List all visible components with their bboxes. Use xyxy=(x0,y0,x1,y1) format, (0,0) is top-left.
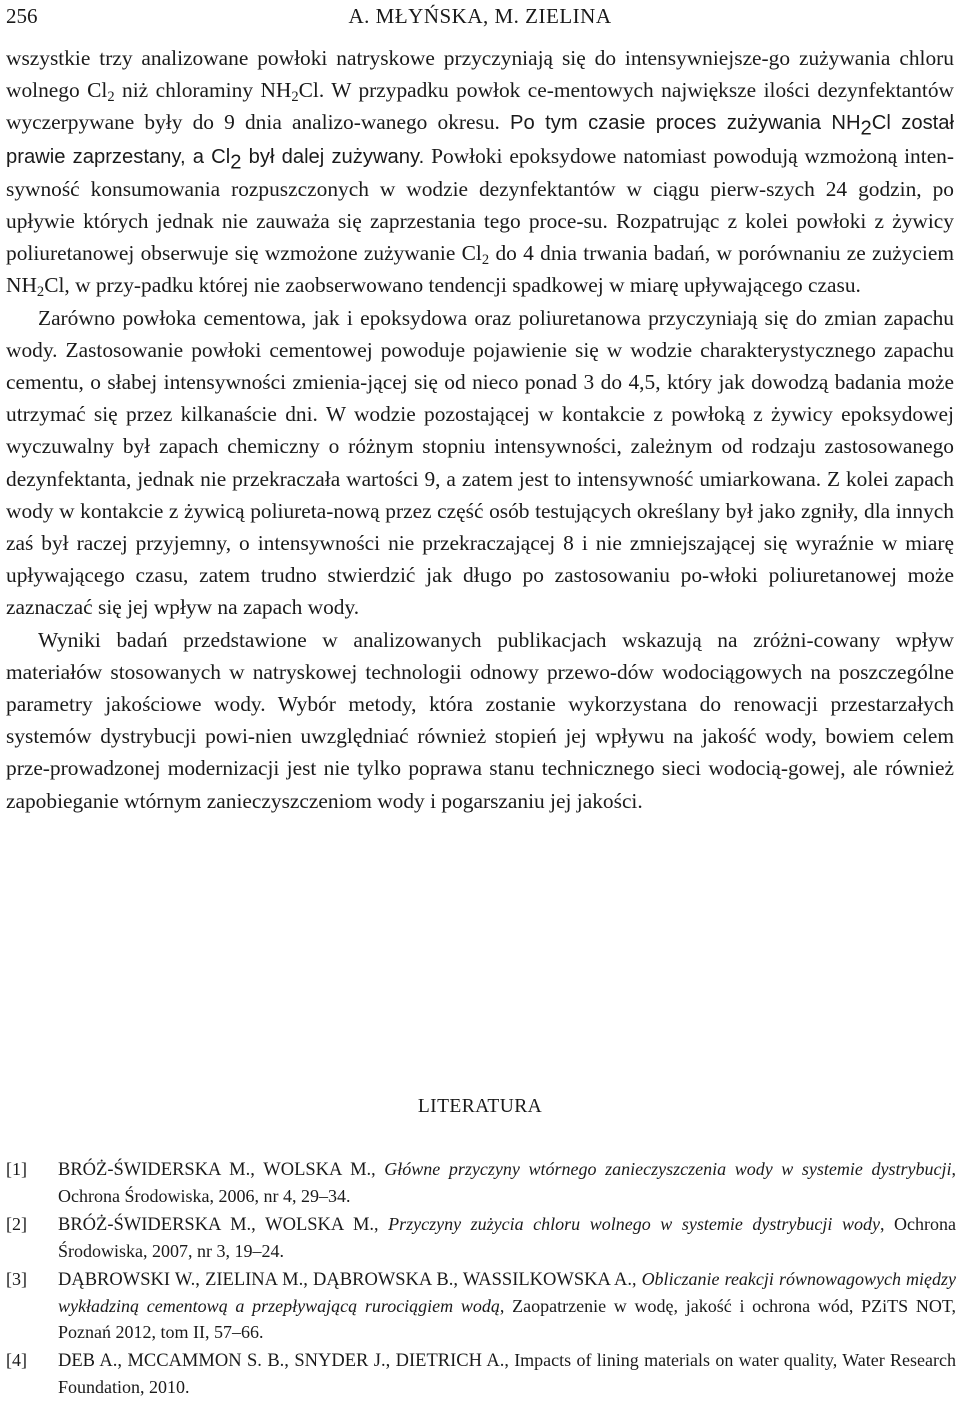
reference-item xyxy=(6,1211,956,1264)
text-run: Wyniki badań przedstawione w analizowanych publikacjach wskazują na zróżni-cowany wpływ materiałów stosowanych w natryskowej technologii odnowy przewo-dów wodociągowych na poszczególne parametry jakościowe wody. Wybór metody, która zostanie wykorzystana do renowacji przestarzałych systemów dystrybucji powi-nien uwzględniać również stopień jej wpływu na jakość wody, bowiem celem prze-prowadzonej modernizacji jest nie tylko poprawa stanu technicznego sieci wodocią-gowej, ale również zapobieganie wtórnym zanieczyszczeniom wody i pogarszaniu jej jakości. xyxy=(6,627,954,813)
reference-separator: , xyxy=(374,1214,389,1234)
text-run: Cl został prawie zaprzestany, a Cl xyxy=(6,112,954,168)
reference-number: [3] xyxy=(6,1269,27,1289)
reference-number: [4] xyxy=(6,1350,27,1370)
reference-item xyxy=(6,1156,956,1209)
running-head: A. MŁYŃSKA, M. ZIELINA xyxy=(348,4,612,28)
reference-authors: DĄBROWSKI W., ZIELINA M., DĄBROWSKA B., WASSILKOWSKA A. xyxy=(58,1270,632,1290)
reference-title: Przyczyny zużycia chloru wolnego w systemie dystrybucji wody xyxy=(388,1214,880,1234)
reference-separator: , xyxy=(504,1350,515,1370)
reference-source: , Ochrona Środowiska, 2007, nr 3, 19–24. xyxy=(58,1214,956,1261)
body-paragraph xyxy=(6,42,954,302)
page-number: 256 xyxy=(6,4,38,28)
reference-source: Impacts of lining materials on water quality, Water Research Foundation, 2010. xyxy=(58,1350,957,1397)
literature-heading: LITERATURA xyxy=(417,1096,543,1117)
reference-list xyxy=(6,1156,956,1402)
subscript: 2 xyxy=(860,118,872,141)
reference-authors: BRÓŻ-ŚWIDERSKA M., WOLSKA M. xyxy=(58,1215,375,1235)
body-text xyxy=(6,42,954,817)
reference-number: [2] xyxy=(6,1214,27,1234)
reference-title: Obliczanie reakcji równowagowych między wykładziną cementową a przepływającą rurociągiem wodą xyxy=(58,1269,957,1316)
text-run: Cl. W przypadku powłok ce-mentowych największe ilości dezynfektantów wyczerpywane były do 9 dnia analizo-wanego okresu. xyxy=(6,78,954,135)
reference-source: , Ochrona Środowiska, 2006, nr 4, 29–34. xyxy=(58,1159,957,1206)
subscript: 2 xyxy=(481,252,490,269)
reference-title: Główne przyczyny wtórnego zanieczyszczenia wody w systemie dystrybucji xyxy=(384,1159,952,1179)
text-run: Powłoki epoksydowe natomiast powodują wzmożoną inten-sywność konsumowania rozpuszczonych w wodzie dezynfektantów w ciągu pierw-szych 24 godzin, po upływie których jednak nie zauważa się zaprzestania tego proce-su. Rozpatrując z kolei powłoki z żywicy poliuretanowej obserwuje się wzmożone zużywanie Cl xyxy=(6,143,955,266)
reference-separator: , xyxy=(371,1159,385,1179)
text-run: niż chloraminy NH xyxy=(114,78,292,103)
text-run: był dalej zużywany. xyxy=(241,145,425,168)
reference-authors: DEB A., MCCAMMON S. B., SNYDER J., DIETRICH A. xyxy=(58,1351,505,1371)
reference-number: [1] xyxy=(6,1159,27,1179)
subscript: 2 xyxy=(291,89,299,106)
text-run: wszystkie trzy analizowane powłoki natryskowe przyczyniają się do intensywniejsze-go zużywania chloru wolnego Cl xyxy=(6,46,954,103)
body-paragraph xyxy=(6,624,954,817)
reference-item xyxy=(6,1347,956,1400)
reference-separator: , xyxy=(632,1269,642,1289)
subscript: 2 xyxy=(36,284,45,301)
body-paragraph xyxy=(6,302,954,624)
reference-authors: BRÓŻ-ŚWIDERSKA M., WOLSKA M. xyxy=(58,1160,372,1180)
text-run: Po tym czasie proces zużywania NH xyxy=(510,112,861,135)
reference-source: , Zaopatrzenie w wodę, jakość i ochrona wód, PZiTS NOT, Poznań 2012, tom II, 57–66. xyxy=(58,1296,956,1342)
subscript: 2 xyxy=(230,151,242,174)
text-run: Cl, w przy-padku której nie zaobserwowano tendencji spadkowej w miarę upływającego czasu. xyxy=(44,273,861,298)
subscript: 2 xyxy=(107,89,115,106)
page-header xyxy=(6,4,954,34)
text-run: Zarówno powłoka cementowa, jak i epoksydowa oraz poliuretanowa przyczyniają się do zmian zapachu wody. Zastosowanie powłoki cementowej powoduje pojawienie się w wodzie charakterystycznego zapachu cementu, o słabej intensywności zmienia-jącej się od nieco ponad 3 do 4,5, który jak dowodzą badania może utrzymać się przez kilkanaście dni. W wodzie pozostającej w kontakcie z powłoką z żywicy epoksydowej wyczuwalny był zapach chemiczny o różnym stopniu intensywności, zależnym od rodzaju zastosowanego dezynfektanta, jednak nie przekraczała wartości 9, a zatem jest to intensywność umiarkowana. Z kolei zapach wody w kontakcie z żywicą poliureta-nową przez część osób testujących określany był jako zgniły, dla innych zaś był raczej przyjemny, o intensywności nie przekraczającej 8 i nie zmniejszającej się wyraźnie w miarę upływającego czasu, zatem trudno stwierdzić jak długo po zastosowaniu po-włoki poliuretanowej może zaznaczać się jej wpływ na zapach wody. xyxy=(6,305,954,620)
text-run: do 4 dnia trwania badań, w porównaniu ze zużyciem NH xyxy=(6,241,954,298)
reference-item xyxy=(6,1266,956,1345)
